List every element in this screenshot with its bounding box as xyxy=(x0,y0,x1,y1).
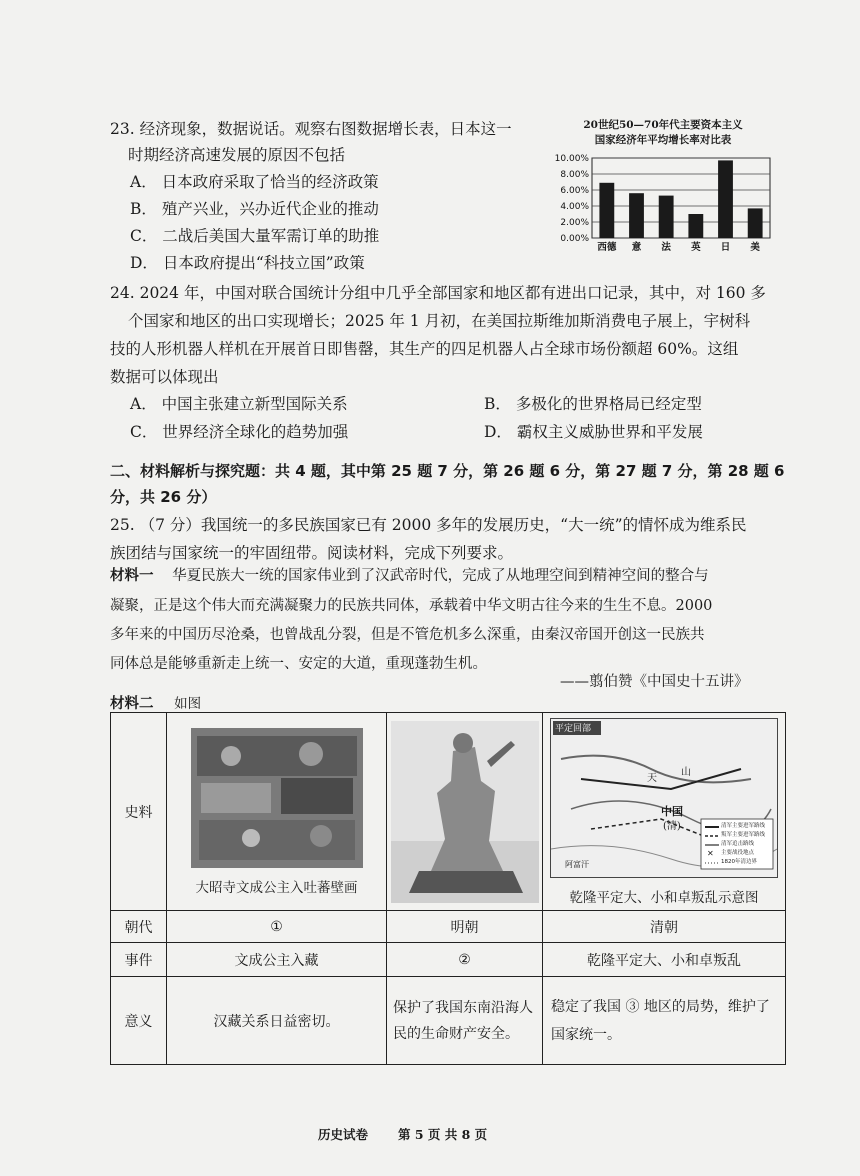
svg-text:✕: ✕ xyxy=(707,848,714,858)
mural-texture xyxy=(191,728,363,868)
row-label-dynasty: 朝代 xyxy=(111,911,167,943)
dynasty-qing: 清朝 xyxy=(543,911,786,943)
chart-x-tick-label: 意 xyxy=(631,242,642,253)
chart-y-tick-label: 8.00% xyxy=(560,170,589,180)
map-label-tian: 天 xyxy=(647,772,657,784)
chart-y-tick-label: 6.00% xyxy=(560,186,589,196)
chart-frame xyxy=(592,158,770,238)
map-legend-item: 主要战役地点 xyxy=(721,849,755,856)
material1-line2: 凝聚，正是这个伟大而充满凝聚力的民族共同体，承载着中华文明古往今来的生生不息。2000 xyxy=(110,598,713,614)
significance-region: 稳定了我国 ③ 地区的局势，维护了国家统一。 xyxy=(543,977,786,1065)
q24-option-a: A． 中国主张建立新型国际关系 xyxy=(130,395,348,413)
q24-option-b: B． 多极化的世界格局已经定型 xyxy=(484,395,702,413)
chart-bar xyxy=(688,214,703,238)
statue-cell xyxy=(387,713,543,911)
material1-label: 材料一 xyxy=(110,568,154,584)
growth-rate-chart xyxy=(548,118,778,258)
chart-bar xyxy=(718,160,733,238)
q23-option-c: C． 二战后美国大量军需订单的助推 xyxy=(130,227,380,245)
chart-x-tick-label: 日 xyxy=(720,242,731,253)
chart-y-tick-label: 2.00% xyxy=(560,218,589,228)
table-row xyxy=(111,713,786,911)
statue-figure xyxy=(391,721,539,903)
chart-bar xyxy=(748,208,763,238)
q24-stem-line3: 技的人形机器人样机在开展首日即售罄，其生产的四足机器人占全球市场份额超 60%。这组 xyxy=(110,340,739,358)
q23-option-d: D． 日本政府提出“科技立国”政策 xyxy=(130,254,365,272)
row-label-significance: 意义 xyxy=(111,977,167,1065)
map-cell xyxy=(543,713,786,911)
q24-stem-line1: 24. 2024 年，中国对联合国统计分组中几乎全部国家和地区都有进出口记录，其中，对 160 多 xyxy=(110,284,766,302)
significance-coastal: 保护了我国东南沿海人民的生命财产安全。 xyxy=(387,977,543,1065)
chart-y-tick-label: 0.00% xyxy=(560,234,589,244)
map-label-china: 中国 xyxy=(661,804,683,818)
map-label-afghanistan: 阿富汗 xyxy=(565,859,589,869)
material1-text1: 华夏民族大一统的国家伟业到了汉武帝时代，完成了从地理空间到精神空间的整合与 xyxy=(172,568,709,584)
material1-line4: 同体总是能够重新走上统一、安定的大道，重现蓬勃生机。 xyxy=(110,656,487,672)
section2-heading-line1: 二、材料解析与探究题：共 4 题，其中第 25 题 7 分，第 26 题 6 分，第 27 题 7 分，第 28 题 6 xyxy=(110,462,785,480)
map-label-shan: 山 xyxy=(681,766,691,778)
map-legend-item: 1820年清边界 xyxy=(721,858,757,865)
q23-stem-line1: 23. 经济现象，数据说话。观察右图数据增长表，日本这一 xyxy=(110,120,512,138)
dynasty-blank-1: ① xyxy=(167,911,387,943)
table-row xyxy=(111,911,786,943)
chart-x-tick-label: 西德 xyxy=(597,242,617,253)
map-legend-item: 清军主要进军路线 xyxy=(721,822,766,829)
q23-stem-line2: 时期经济高速发展的原因不包括 xyxy=(128,146,346,164)
chart-x-tick-label: 法 xyxy=(661,242,671,253)
chart-y-tick-label: 4.00% xyxy=(560,202,589,212)
material1-line1 xyxy=(110,562,709,591)
map-title: 平定回部 xyxy=(555,723,592,734)
material1-line3: 多年来的中国历尽沧桑，也曾战乱分裂，但是不管危机多么深重，由秦汉帝国开创这一民族共 xyxy=(110,627,705,643)
material2-label: 材料二 xyxy=(110,696,154,712)
chart-plot xyxy=(548,152,778,258)
table-row xyxy=(111,943,786,977)
section2-heading-line2: 分，共 26 分） xyxy=(110,488,217,506)
history-table xyxy=(110,712,786,1065)
material2-note: 如图 xyxy=(174,696,202,712)
event-qianlong: 乾隆平定大、小和卓叛乱 xyxy=(543,943,786,977)
q23-option-a: A． 日本政府采取了恰当的经济政策 xyxy=(130,173,379,191)
q23-option-b: B． 殖产兴业，兴办近代企业的推动 xyxy=(130,200,379,218)
table-row xyxy=(111,977,786,1065)
mural-cell xyxy=(167,713,387,911)
chart-title-line2: 国家经济年平均增长率对比表 xyxy=(594,134,732,146)
map-legend xyxy=(721,822,765,867)
map-label-qing: (清) xyxy=(663,820,681,832)
footer-page-number: 第 5 页 共 8 页 xyxy=(398,1127,488,1142)
event-wencheng: 文成公主入藏 xyxy=(167,943,387,977)
material1-source: ——翦伯赞《中国史十五讲》 xyxy=(560,674,749,690)
chart-x-tick-label: 美 xyxy=(750,242,760,253)
row-label-sources: 史料 xyxy=(111,713,167,911)
q25-stem-line2: 族团结与国家统一的牢固纽带。阅读材料，完成下列要求。 xyxy=(110,544,514,562)
q24-option-d: D． 霸权主义威胁世界和平发展 xyxy=(484,423,703,441)
dynasty-ming: 明朝 xyxy=(387,911,543,943)
significance-han-tibet: 汉藏关系日益密切。 xyxy=(167,977,387,1065)
q24-stem-line4: 数据可以体现出 xyxy=(110,368,219,386)
q24-stem-line2: 个国家和地区的出口实现增长；2025 年 1 月初，在美国拉斯维加斯消费电子展上，宇树科 xyxy=(128,312,751,330)
chart-bar xyxy=(599,183,614,238)
mural-caption: 大昭寺文成公主入吐蕃壁画 xyxy=(195,879,358,896)
chart-bar xyxy=(629,193,644,238)
event-blank-2: ② xyxy=(387,943,543,977)
chart-bar xyxy=(659,196,674,238)
statue-image xyxy=(391,721,539,903)
chart-title-line1: 20世纪50—70年代主要资本主义 xyxy=(583,119,743,131)
chart-y-tick-label: 10.00% xyxy=(554,154,589,164)
q25-stem-line1: 25. （7 分）我国统一的多民族国家已有 2000 多年的发展历史，“大一统”的情怀成为维系民 xyxy=(110,516,747,534)
footer-subject: 历史试卷 xyxy=(318,1127,369,1142)
row-label-event: 事件 xyxy=(111,943,167,977)
chart-x-tick-label: 英 xyxy=(691,242,701,253)
map-legend-item: 叛军主要进军路线 xyxy=(721,831,766,838)
mural-image xyxy=(191,728,363,868)
campaign-map xyxy=(550,718,778,878)
map-legend-item: 清军追击路线 xyxy=(721,840,755,847)
map-caption: 乾隆平定大、小和卓叛乱示意图 xyxy=(569,889,759,906)
q24-option-c: C． 世界经济全球化的趋势加强 xyxy=(130,423,349,441)
